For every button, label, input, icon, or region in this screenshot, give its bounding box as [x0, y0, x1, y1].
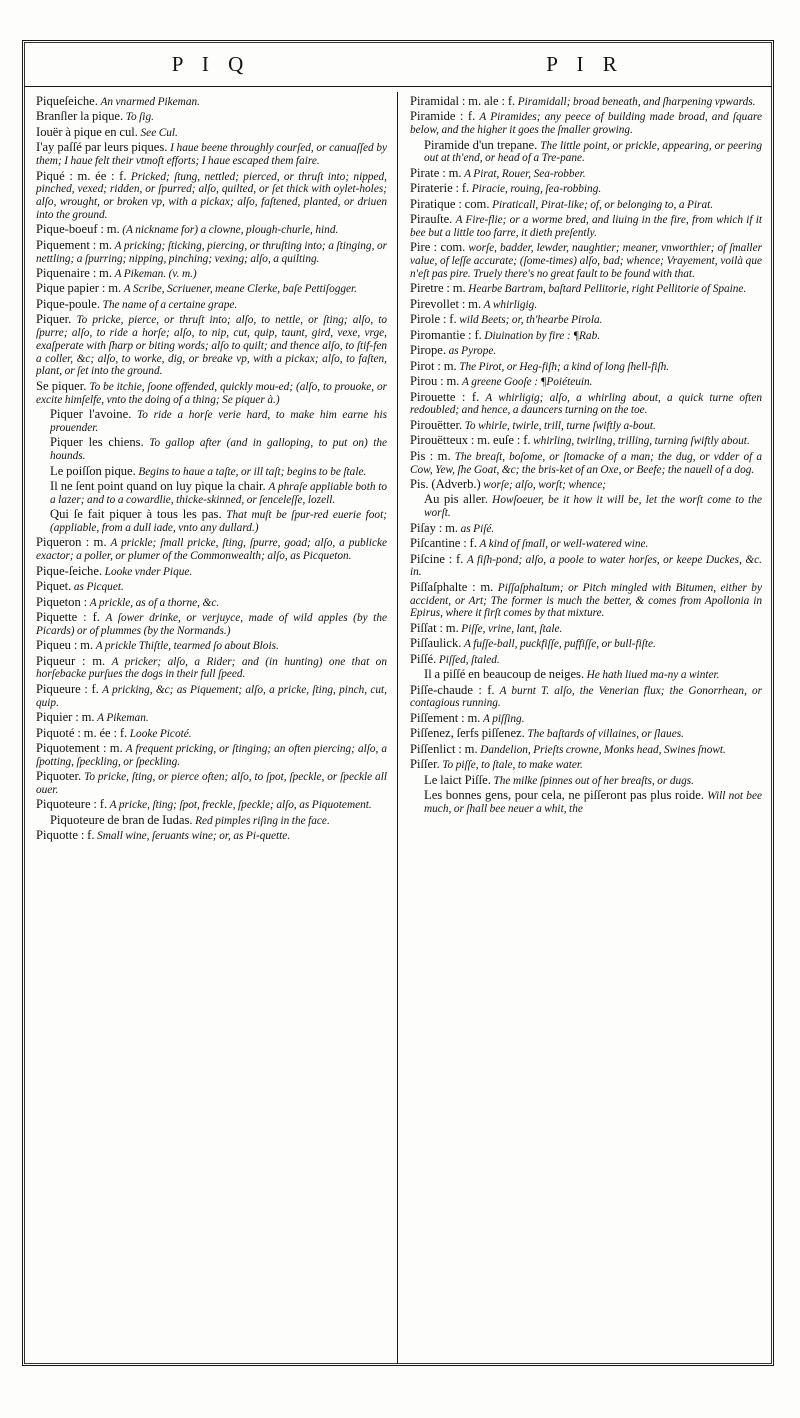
entry-definition: To whirle, twirle, trill, turne ſwiftly a-bout.: [464, 419, 656, 432]
entry-headword: Piquoteure : f.: [36, 797, 108, 812]
dictionary-entry: [410, 683, 762, 711]
entry-definition: A Scribe, Scriuener, meane Clerke, baſe Pettiſogger.: [123, 283, 358, 296]
entry-headword: Piſſement : m.: [410, 710, 481, 725]
dictionary-entry: [410, 166, 762, 181]
entry-definition: A piſſing.: [482, 712, 525, 725]
entry-definition: A whirligig.: [483, 298, 538, 311]
entry-headword: Pirouëtteux : m. euſe : f.: [410, 433, 531, 448]
entry-definition: A pricker; alſo, a Rider; and (in hunting) one that on horſebacke purſues the dogs in their full ſpeed.: [36, 655, 387, 681]
dictionary-entry: [36, 407, 387, 435]
entry-headword: Pirou : m.: [410, 374, 460, 389]
entry-headword: I'ay paſſé par leurs piques.: [36, 140, 168, 155]
entry-headword: Le poiſſon pique.: [50, 463, 136, 478]
entry-definition: The little point, or prickle, appearing, or peering out at th'end, or head of a Tre-pane.: [424, 139, 762, 165]
entry-definition: Small wine, ſeruants wine; or, as Pi-quette.: [97, 830, 291, 843]
entry-headword: Piquer l'avoine.: [50, 407, 132, 422]
entry-definition: To piſſe, to ſtale, to make water.: [442, 759, 583, 772]
dictionary-entry: [410, 418, 762, 433]
entry-headword: Les bonnes gens, pour cela, ne piſſeront pas plus roide.: [424, 788, 704, 803]
entry-definition: A fiſh-pond; alſo, a poole to water horſes, or keepe Duckes, &c. in.: [410, 553, 762, 579]
dictionary-entry: [36, 222, 387, 237]
dictionary-entry: [410, 667, 762, 682]
entry-definition: Piſſe, vrine, lant, ſtale.: [461, 622, 563, 635]
entry-headword: Piramide d'un trepane.: [424, 137, 538, 152]
dictionary-entry: [36, 464, 387, 479]
entry-definition: A prickle, as of a thorne, &c.: [89, 596, 220, 609]
entry-headword: Pirole : f.: [410, 312, 457, 327]
entry-definition: Piraticall, Pirat-like; of, or belonging to, a Pirat.: [492, 198, 714, 211]
dictionary-entry: [410, 390, 762, 418]
dictionary-entry: [36, 828, 387, 843]
dictionary-entry: [36, 741, 387, 769]
dictionary-entry: [36, 169, 387, 222]
dictionary-entry: [410, 197, 762, 212]
dictionary-entry: [410, 552, 762, 580]
dictionary-entry: [410, 492, 762, 520]
dictionary-entry: [36, 435, 387, 463]
entry-headword: Pire : com.: [410, 240, 466, 255]
entry-definition: as Piſé.: [460, 522, 495, 535]
entry-headword: Piqueur : m.: [36, 653, 106, 668]
entry-definition: A prickle Thiſtle, tearmed ſo about Blois.: [95, 640, 279, 653]
dictionary-entry: [36, 238, 387, 266]
entry-definition: as Picquet.: [73, 581, 124, 594]
entry-headword: Au pis aller.: [424, 492, 488, 507]
entry-headword: Piſſenlict : m.: [410, 741, 478, 756]
entry-definition: A phraſe appliable both to a lazer; and to a cowardlie, thicke-skinned, or ſenceleſſe, lozell.: [50, 480, 387, 506]
dictionary-entry: [36, 140, 387, 168]
dictionary-entry: [36, 813, 387, 828]
entry-headword: Piſſat : m.: [410, 620, 459, 635]
entry-definition: Piſſaſphaltum; or Pitch mingled with Bitumen, either by accident, or Art; The former is much the better, & comes from Apollonia in Epirus, where it firſt comes by that mixture.: [410, 581, 762, 620]
entry-headword: Il a piſſé en beaucoup de neiges.: [424, 667, 585, 682]
dictionary-entry: [36, 312, 387, 378]
dictionary-entry: [36, 94, 387, 109]
dictionary-entry: [410, 788, 762, 816]
entry-definition: Howſoeuer, be it how it will be, let the worſt come to the worſt.: [424, 494, 762, 520]
entry-headword: Pique papier : m.: [36, 281, 122, 296]
entry-headword: Piquoter.: [36, 769, 82, 784]
entry-definition: worſe; alſo, worſt; whence;: [483, 478, 607, 491]
entry-headword: Piquer les chiens.: [50, 435, 144, 450]
entry-definition: Begins to haue a taſte, or ill taſt; begins to be ſtale.: [138, 465, 367, 478]
entry-headword: Piqueu : m.: [36, 638, 94, 653]
entry-definition: Piracie, rouing, ſea-robbing.: [471, 183, 602, 196]
dictionary-entry: [410, 726, 762, 741]
entry-definition: A whirligig; alſo, a whirling about, a quick turne often redoubled; and hence, a dauncers turning on the toe.: [410, 391, 762, 417]
text-columns: [24, 92, 772, 1364]
entry-headword: Piramide : f.: [410, 109, 476, 124]
entry-definition: To pricke, ſting, or pierce often; alſo, to ſpot, ſpeckle, or ſpeckle all ouer.: [36, 771, 387, 796]
entry-headword: Pis. (Adverb.): [410, 476, 481, 491]
dictionary-entry: [410, 636, 762, 651]
entry-definition: A Piramides; any peece of building made broad, and ſquare below, and the higher it goes the ſmaller growing.: [410, 111, 762, 137]
entry-headword: Pis : m.: [410, 448, 451, 463]
entry-headword: Piquier : m.: [36, 710, 95, 725]
dictionary-entry: [410, 621, 762, 636]
dictionary-entry: [36, 535, 387, 563]
entry-definition: The name of a certaine grape.: [102, 298, 238, 311]
dictionary-entry: [410, 281, 762, 296]
head-rule: [24, 86, 772, 87]
dictionary-entry: [36, 479, 387, 507]
entry-headword: Piquotte : f.: [36, 828, 95, 843]
entry-headword: Pirouëtter.: [410, 417, 463, 432]
entry-headword: Piſſé.: [410, 651, 437, 666]
entry-headword: Piqué : m. ée : f.: [36, 168, 127, 183]
entry-definition: A pricking; ſticking, piercing, or thruſting into; a ſtinging, or nettling; a ſpurring; nipping, pinching; vexing; alſo, a quilting.: [36, 239, 387, 265]
entry-headword: Piſcantine : f.: [410, 536, 477, 551]
entry-headword: Le laict Piſſe.: [424, 772, 491, 787]
entry-definition: whirling, twirling, trilling, turning ſwiftly about.: [533, 435, 750, 448]
dictionary-entry: [36, 109, 387, 124]
entry-headword: Piquoté : m. ée : f.: [36, 725, 128, 740]
entry-headword: Piqueſeiche.: [36, 94, 98, 108]
dictionary-entry: [36, 769, 387, 797]
entry-headword: Piſſenez, ſerfs piſſenez.: [410, 726, 525, 741]
entry-headword: Pirate : m.: [410, 165, 462, 180]
entry-headword: Qui ſe fait piquer à tous les pas.: [50, 507, 222, 522]
dictionary-entry: [36, 266, 387, 281]
entry-definition: He hath liued ma-ny a winter.: [586, 669, 720, 682]
dictionary-entry: [36, 564, 387, 579]
entry-headword: Pirevollet : m.: [410, 296, 482, 311]
entry-definition: A burnt T. alſo, the Venerian flux; the Gonorrhean, or contagious running.: [410, 684, 763, 710]
entry-definition: as Pyrope.: [448, 345, 497, 358]
entry-headword: Piraterie : f.: [410, 181, 470, 196]
dictionary-entry: [36, 297, 387, 312]
dictionary-entry: [410, 521, 762, 536]
entry-definition: To ride a horſe verie hard, to make him earne his prouender.: [50, 409, 387, 434]
entry-headword: Pique-ſeiche.: [36, 563, 103, 578]
dictionary-entry: [410, 433, 762, 448]
entry-headword: Piromantie : f.: [410, 327, 482, 342]
dictionary-entry: [410, 297, 762, 312]
dictionary-entry: [36, 595, 387, 610]
entry-headword: Piramidal : m. ale : f.: [410, 94, 516, 108]
entry-headword: Piquement : m.: [36, 237, 113, 252]
entry-definition: See Cul.: [140, 126, 178, 139]
entry-headword: Piratique : com.: [410, 196, 490, 211]
dictionary-entry: [36, 125, 387, 140]
dictionary-entry: [410, 536, 762, 551]
entry-headword: Piſſe-chaude : f.: [410, 682, 495, 697]
dictionary-entry: [410, 240, 762, 280]
dictionary-entry: [410, 94, 762, 109]
dictionary-entry: [36, 797, 387, 812]
entry-definition: The breaſt, boſome, or ſtomacke of a man; the dug, or vdder of a Cow, Yew, ſhe Goat, &c; the bris-ket of an Oxe, or Beefe; the nauell of a dog.: [410, 450, 762, 476]
entry-definition: Looke Picoté.: [129, 727, 192, 740]
entry-definition: Red pimples riſing in the face.: [195, 814, 330, 827]
entry-definition: worſe, badder, lewder, naughtier; meaner, vnworthier; of ſmaller value, of leſſe accurate; (ſome-times) alſo, bad; whence; Vrayement, voilà que n'eſt pas pire. Truely there's no great fault to be found with that.: [410, 242, 762, 280]
entry-headword: Piquotement : m.: [36, 741, 123, 756]
entry-headword: Se piquer.: [36, 378, 87, 393]
entry-definition: A Pirat, Rouer, Sea-robber.: [464, 167, 586, 180]
dictionary-entry: [410, 312, 762, 327]
dictionary-entry: [36, 726, 387, 741]
dictionary-entry: [36, 710, 387, 725]
entry-definition: To be itchie, ſoone offended, quickly mou-ed; (alſo, to prouoke, or excite himſelfe, vnto the doing of a thing; Se piquer à.): [36, 380, 387, 406]
entry-definition: An vnarmed Pikeman.: [100, 96, 200, 108]
entry-headword: Iouër à pique en cul.: [36, 124, 138, 139]
dictionary-entry: [36, 682, 387, 710]
entry-definition: Hearbe Bartram, baſtard Pellitorie, right Pellitorie of Spaine.: [468, 283, 747, 296]
dictionary-entry: [410, 711, 762, 726]
entry-definition: To ſig.: [125, 111, 154, 124]
dictionary-entry: [410, 138, 762, 166]
entry-headword: Pirauſte.: [410, 212, 453, 227]
entry-definition: A Fire-flie; or a worme bred, and liuing in the fire, from which if it bee but a little too farre, it dieth preſently.: [410, 214, 762, 240]
dictionary-entry: [410, 359, 762, 374]
dictionary-entry: [36, 654, 387, 682]
entry-definition: The baſtards of villaines, or ſlaues.: [527, 728, 684, 741]
dictionary-entry: [410, 374, 762, 389]
entry-definition: A Pikeman.: [97, 712, 149, 725]
entry-headword: Piſſer.: [410, 757, 440, 772]
dictionary-entry: [410, 328, 762, 343]
dictionary-entry: [410, 652, 762, 667]
folio-left: P I Q: [171, 52, 251, 76]
entry-definition: The Pirot, or Heg-fiſh; a kind of long ſhell-fiſh.: [459, 360, 670, 373]
column-left: [24, 92, 398, 1364]
entry-headword: Piquette : f.: [36, 610, 100, 624]
entry-definition: Piramidall; broad beneath, and ſharpening vpwards.: [517, 96, 756, 108]
entry-headword: Pique-boeuf : m.: [36, 222, 120, 237]
entry-definition: To pricke, pierce, or thruſt into; alſo, to nettle, or ſting; alſo, to ſpurre; alſo, to ride a horſe; alſo, to nip, cut, quip, taunt, gird, vexe, vrge, exaſperate with ſharp or biting words; alſo to quilt; and thence alſo, to ſtif-fen a coller, &c; alſo, to worke, dig, or breake vp, with a pickax; alſo, to faſten, plant, or ſet into the ground.: [36, 314, 387, 378]
dictionary-entry: [36, 610, 387, 638]
dictionary-entry: [410, 742, 762, 757]
dictionary-entry: [410, 181, 762, 196]
dictionary-entry: [36, 507, 387, 535]
entry-headword: Pirope.: [410, 343, 447, 358]
dictionary-entry: [36, 579, 387, 594]
entry-definition: A pricke, ſting; ſpot, freckle, ſpeckle; alſo, as Piquotement.: [109, 799, 372, 812]
entry-headword: Il ne ſent point quand on luy pique la chair.: [50, 478, 266, 493]
dictionary-entry: [410, 109, 762, 137]
entry-headword: Piquoteure de bran de Iudas.: [50, 812, 193, 827]
entry-definition: A Pikeman. (v. m.): [114, 268, 197, 280]
entry-definition: The milke ſpinnes out of her breaſts, or dugs.: [493, 774, 694, 787]
entry-headword: Piquenaire : m.: [36, 266, 112, 280]
entry-headword: Piqueron : m.: [36, 535, 107, 550]
entry-headword: Piſcine : f.: [410, 551, 464, 566]
entry-definition: I haue beene throughly courſed, or canuaſſed by them; I haue felt their vtmoſt efforts; I haue escaped them faire.: [36, 142, 387, 168]
dictionary-entry: [36, 379, 387, 407]
entry-definition: Piſſed, ſtaled.: [438, 653, 500, 666]
entry-definition: That muſt be ſpur-red euerie foot; (appliable, from a dull iade, vnto any dullard.): [50, 509, 387, 534]
entry-headword: Branſler la pique.: [36, 109, 124, 124]
dictionary-entry: [410, 449, 762, 477]
entry-definition: Will not bee much, or ſhall bee neuer a whit, the: [424, 790, 762, 815]
dictionary-entry: [36, 281, 387, 296]
entry-definition: A pricking, &c; as Piquement; alſo, a pricke, ſting, pinch, cut, quip.: [36, 683, 387, 709]
entry-headword: Piquer.: [36, 312, 72, 327]
dictionary-entry: [410, 580, 762, 620]
entry-headword: Piſay : m.: [410, 520, 459, 535]
entry-definition: (A nickname for) a clowne, plough-churle, hind.: [122, 224, 339, 237]
dictionary-entry: [410, 477, 762, 492]
dictionary-entry: [410, 343, 762, 358]
dictionary-entry: [410, 773, 762, 788]
entry-headword: Piſſaſphalte : m.: [410, 579, 494, 594]
entry-headword: Piſſaulick.: [410, 636, 462, 651]
entry-definition: Diuination by fire : ¶Rab.: [484, 329, 601, 342]
column-right: [398, 92, 772, 1364]
entry-headword: Piqueure : f.: [36, 681, 99, 696]
entry-definition: A prickle; ſmall pricke, ſting, ſpurre, goad; alſo, a publicke exactor; a poller, or plumer of the Commonwealth; alſo, as Picqueton.: [36, 537, 387, 563]
entry-definition: Looke vnder Pique.: [104, 565, 193, 578]
entry-headword: Piquet.: [36, 579, 72, 594]
dictionary-entry: [36, 638, 387, 653]
entry-headword: Piretre : m.: [410, 281, 466, 296]
entry-definition: A greene Gooſe : ¶Poiéteuin.: [462, 376, 593, 389]
running-head: [24, 42, 772, 86]
entry-definition: A kind of ſmall, or well-watered wine.: [479, 538, 649, 551]
dictionary-entry: [410, 212, 762, 240]
entry-headword: Pique-poule.: [36, 296, 101, 311]
entry-headword: Pirot : m.: [410, 358, 457, 373]
entry-definition: A ſower drinke, or verjuyce, made of wild apples (by the Picards) or of plummes (by the Normands.): [36, 612, 387, 637]
entry-definition: Pricked; ſtung, nettled; pierced, or thruſt into; nipped, pinched, vexed; ridden, or ſpurred; alſo, quilted, or ſet thick with oylet-holes; alſo, wrought, or broken vp, with a pickax; alſo, faſtened, planted, or driuen into the ground.: [36, 170, 387, 221]
entry-headword: Piqueton :: [36, 594, 88, 609]
entry-definition: A frequent pricking, or ſtinging; an often piercing; alſo, a ſpotting, ſpeckling, or ſpeckling.: [36, 743, 387, 768]
entry-definition: wild Beets; or, th'hearbe Pirola.: [459, 314, 603, 327]
entry-definition: To gallop after (and in galloping, to put on) the hounds.: [50, 437, 387, 463]
dictionary-entry: [410, 757, 762, 772]
entry-definition: Dandelion, Prieſts crowne, Monks head, Swines ſnowt.: [480, 743, 726, 756]
folio-right: P I R: [546, 52, 624, 76]
entry-headword: Pirouette : f.: [410, 389, 480, 404]
entry-definition: A fuſſe-ball, puckfiſſe, puffiſſe, or bull-fiſte.: [463, 638, 656, 651]
